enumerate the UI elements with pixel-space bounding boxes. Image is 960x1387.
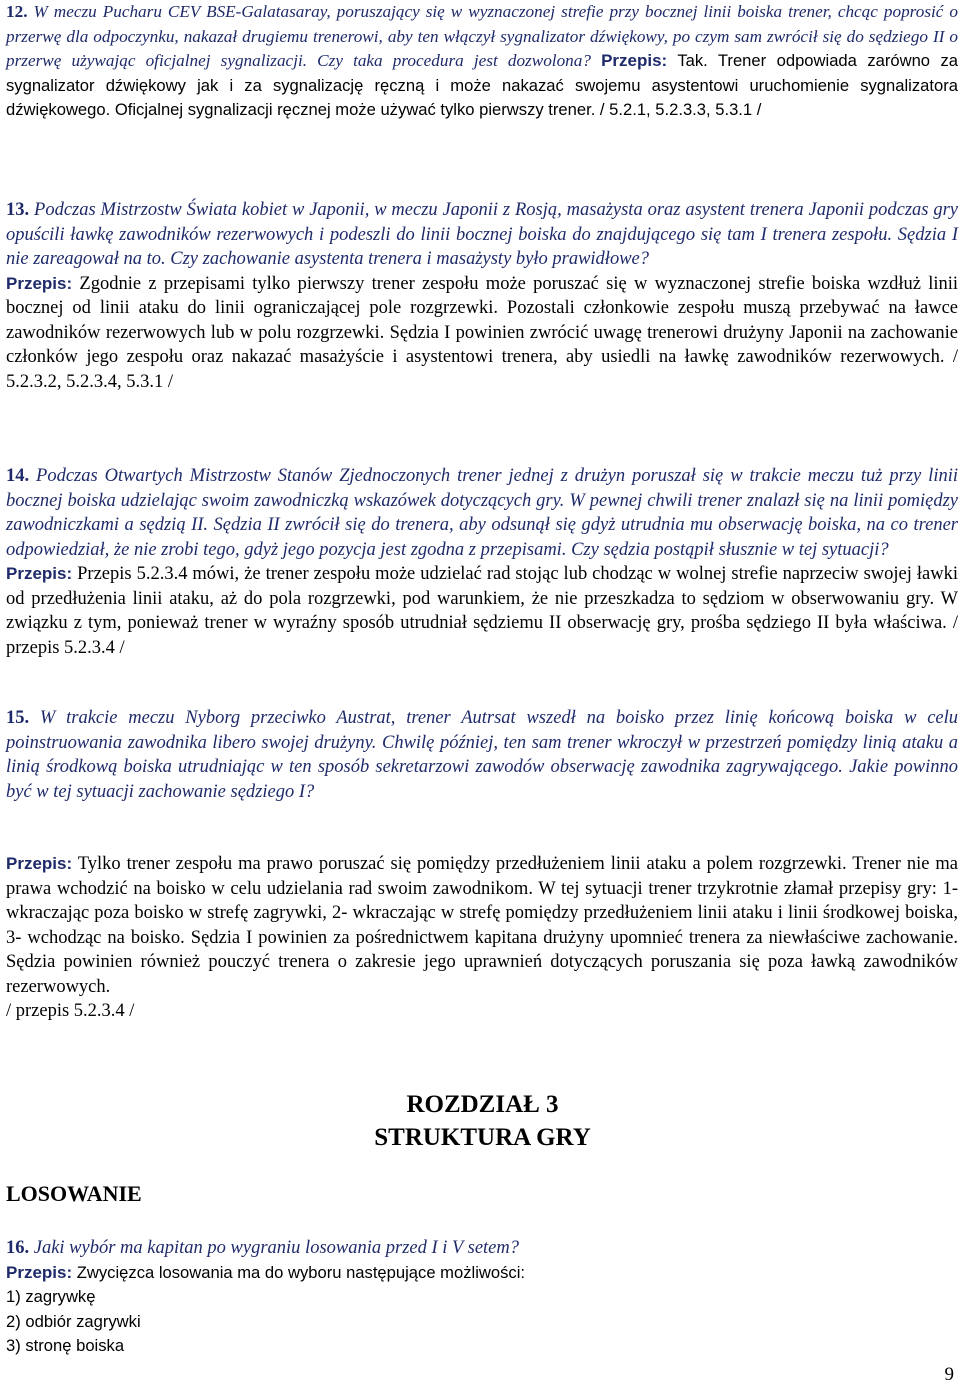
page-number: 9 <box>944 1364 954 1385</box>
question-number: 16. <box>6 1238 30 1258</box>
section-heading: LOSOWANIE <box>6 1181 142 1206</box>
question-number: 14. <box>6 466 30 486</box>
question-number: 15. <box>6 708 30 728</box>
question-text: Jaki wybór ma kapitan po wygraniu losowania przed I i V setem? <box>33 1238 519 1258</box>
question-16 <box>6 1236 706 1285</box>
question-text: Podczas Mistrzostw Świata kobiet w Japonii, w meczu Japonii z Rosją, masażysta oraz asystent trenera Japonii podczas gry opuścili ławkę zawodników rezerwowych i podeszli do linii bocznej boiska do znajdującego się tam I trenera zespołu. Sędzia I nie zareagował na to. Czy zachowanie asystenta trenera i masażysty było prawidłowe? <box>6 200 959 269</box>
answer-text: Tylko trener zespołu ma prawo poruszać się pomiędzy przedłużeniem linii ataku a polem rozgrzewki. Trener nie ma prawa wchodzić na boisko w celu udzielania rad swoim zawodnikom. W tej sytuacji trener trzykrotnie złamał przepisy gry: 1- wkraczając poza boisko w strefę zagrywki, 2- wkraczając w strefę pomiędzy przedłużeniem linii ataku i linii środkowej boiska, 3- wchodząc na boisko. Sędzia I powinien za pośrednictwem kapitana drużyny upomnieć trenera za niewłaściwe zachowanie. Sędzia powinien również pouczyć trenera o zakresie jego uprawnień dotyczących poruszania się poza ławką zawodników rezerwowych. <box>6 854 958 997</box>
question-number: 13. <box>6 200 30 220</box>
question-12 <box>6 0 958 123</box>
list-item: 2) odbiór zagrywki <box>6 1311 141 1331</box>
answer-15 <box>6 852 958 1024</box>
chapter-title: ROZDZIAŁ 3 <box>406 1091 559 1118</box>
question-text: W meczu Pucharu CEV BSE-Galatasaray, poruszający się w wyznaczonej strefie przy bocznej linii boiska trener, chcąc poprosić o przerwę dla odpoczynku, nakazał drugiemu trenerowi, aby ten włączył sygnalizator dźwiękowy, po czym sam zwrócił się do sędziego II o przerwę używając oficjalnej sygnalizacji. Czy taka procedura jest dozwolona? <box>6 2 958 70</box>
rule-label: Przepis: <box>601 51 668 70</box>
list-item: 1) zagrywkę <box>6 1287 96 1306</box>
question-number: 12. <box>6 2 28 21</box>
rule-label: Przepis: <box>6 273 73 293</box>
answer-text: Tak. Trener odpowiada zarówno za sygnalizator dźwiękowy jak i za sygnalizację ręczną i może nakazać swojemu asystentowi uruchomienie sygnalizatora dźwiękowego. Oficjalnej sygnalizacji ręcznej może używać tylko pierwszy trener. / 5.2.1, 5.2.3.3, 5.3.1 / <box>6 51 958 119</box>
question-text: W trakcie meczu Nyborg przeciwko Austrat, trener Autrsat wszedł na boisko przez linię końcową boiska w celu poinstruowania zawodnika libero swojej drużyny. Chwilę później, ten sam trener wkroczył w przestrzeń pomiędzy linią ataku a linią środkową boiska utrudniając w ten sposób sekretarzowi zawodów obserwację zawodnika zagrywającego. Jakie powinno być w tej sytuacji zachowanie sędziego I? <box>6 708 959 802</box>
chapter-subtitle: STRUKTURA GRY <box>374 1124 591 1151</box>
answer-text: Zwycięzca losowania ma do wyboru następujące możliwości: <box>76 1262 525 1282</box>
rule-label: Przepis: <box>6 564 73 583</box>
question-13 <box>6 198 958 394</box>
question-text: Podczas Otwartych Mistrzostw Stanów Zjednoczonych trener jednej z drużyn poruszał się w trakcie meczu tuż przy linii bocznej boiska udzielając swoim zawodniczką wskazówek dotyczących gry. W pewnej chwili trener znalazł się na linii pomiędzy zawodniczkami a sędzią II. Sędzia II zwrócił się do trenera, aby odsunął się gdyż utrudnia mu obserwację boiska, na co trener odpowiedział, że nie zrobi tego, gdyż jego pozycja jest zgodna z przepisami. Czy sędzia postąpił słusznie w tej sytuacji? <box>6 466 958 560</box>
answer-text: Przepis 5.2.3.4 mówi, że trener zespołu może udzielać rad stojąc lub chodząc w wolnej strefie naprzeciw swojej ławki od przedłużenia linii ataku, aż do pola rozgrzewki, pod warunkiem, że nie przeszkadza to sędziom w obserwowaniu gry. W związku z tym, ponieważ trener w wyraźny sposób utrudniał sędziemu II obserwację gry, prośba sędziego II była właściwa. / przepis 5.2.3.4 / <box>6 564 958 658</box>
chapter-heading <box>340 1088 625 1154</box>
question-14 <box>6 464 958 660</box>
options-list <box>6 1285 706 1359</box>
rule-reference: / przepis 5.2.3.4 / <box>6 1001 135 1021</box>
list-item: 3) stronę boiska <box>6 1336 125 1355</box>
rule-label: Przepis: <box>6 1262 73 1282</box>
rule-label: Przepis: <box>6 854 73 873</box>
answer-text: Zgodnie z przepisami tylko pierwszy trener zespołu może poruszać się w wyznaczonej strefie boiska wzdłuż linii bocznej od linii ataku do linii ograniczającej pole rozgrzewki. Pozostali członkowie zespołu muszą przebywać na ławce zawodników rezerwowych lub w polu rozgrzewki. Sędzia I powinien zwrócić uwagę trenerowi drużyny Japonii na zachowanie członków jego zespołu oraz nakazać masażyście i asystentowi trenera, aby usiedli na ławkę zawodników rezerwowych. / 5.2.3.2, 5.2.3.4, 5.3.1 / <box>6 273 959 392</box>
question-15 <box>6 706 958 804</box>
